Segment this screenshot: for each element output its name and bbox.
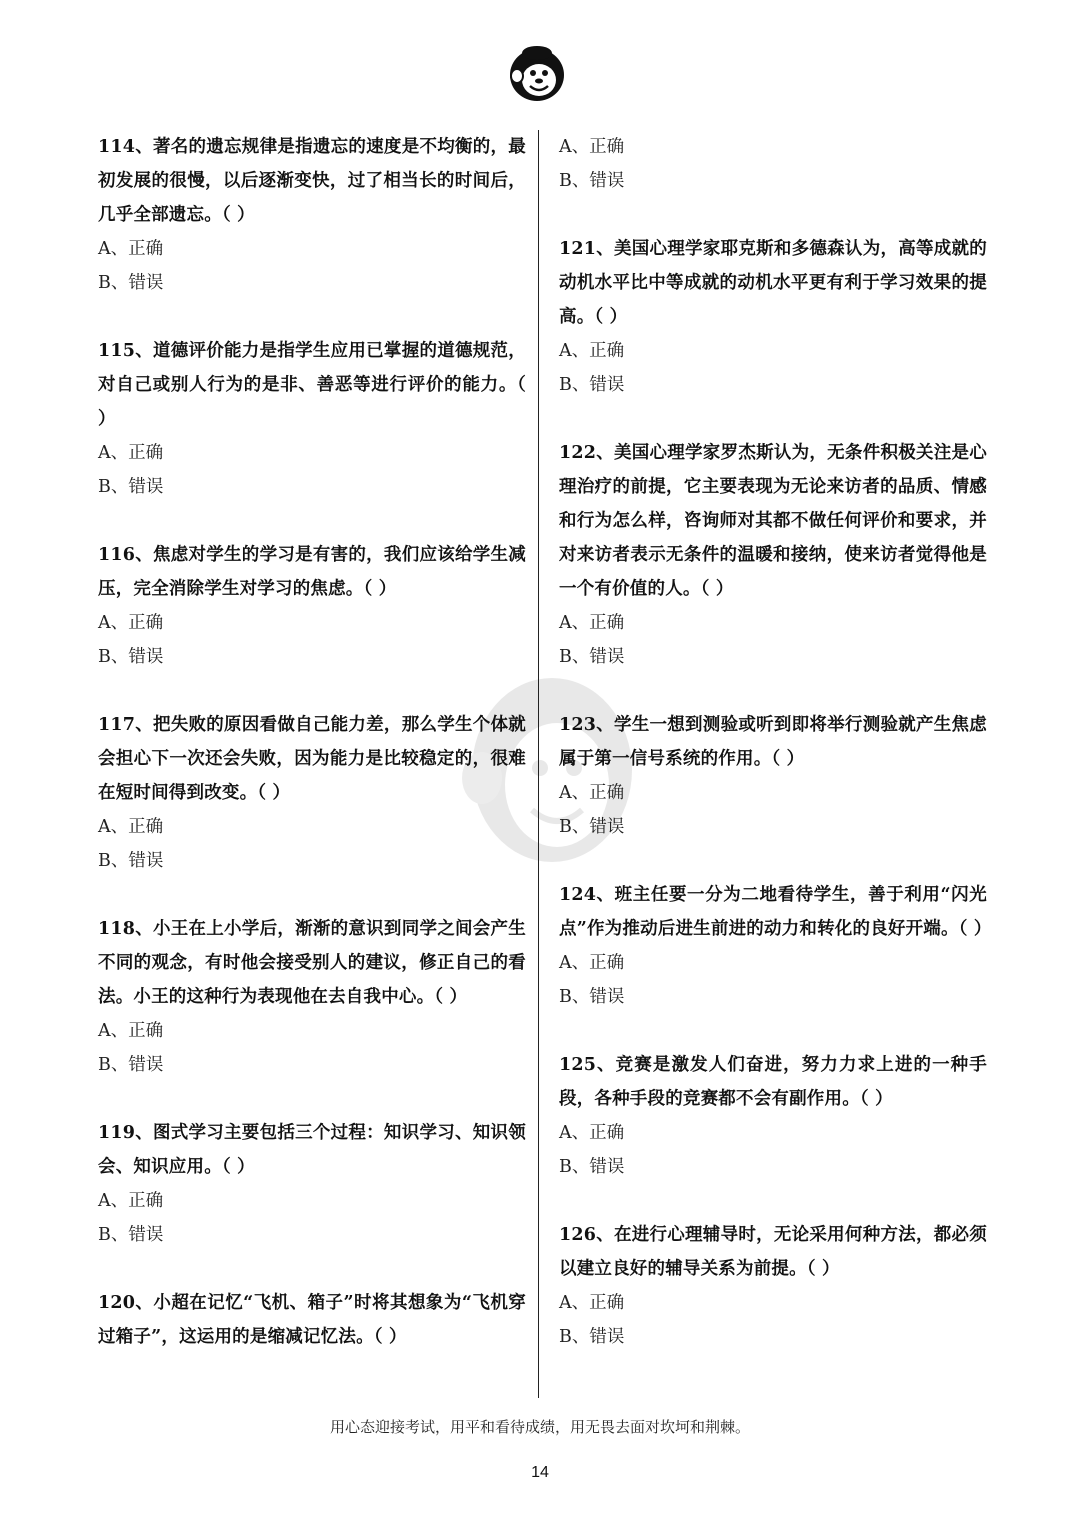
option-b: B、错误 (98, 851, 164, 871)
footer-motto: 用心态迎接考试，用平和看待成绩，用无畏去面对坎坷和荆棘。 (329, 1418, 750, 1436)
question-text: 124、班主任要一分为二地看待学生，善于利用“闪光点”作为推动后进生前进的动力和转化的良好开端。（ ） (559, 885, 992, 939)
option-b: B、错误 (98, 1225, 164, 1245)
option-a: A、正确 (559, 1123, 625, 1143)
option-a: A、正确 (559, 783, 625, 803)
option-b: B、错误 (98, 273, 164, 293)
question-text: 117、把失败的原因看做自己能力差，那么学生个体就会担心下一次还会失败，因为能力是比较稳定的，很难在短时间得到改变。（ ） (98, 715, 526, 803)
question-text: 125、竞赛是激发人们奋进，努力力求上进的一种手段，各种手段的竞赛都不会有副作用。（ ） (559, 1055, 987, 1109)
question-114 (98, 130, 526, 300)
option-a: A、正确 (98, 817, 164, 837)
question-text: 116、焦虑对学生的学习是有害的，我们应该给学生减压，完全消除学生对学习的焦虑。（ ） (98, 545, 526, 599)
right-column (559, 130, 992, 1354)
question-120 (98, 1286, 526, 1354)
option-b: B、错误 (559, 987, 625, 1007)
option-a: A、正确 (98, 443, 164, 463)
option-b: B、错误 (559, 171, 625, 191)
question-125 (559, 1048, 987, 1184)
option-a: A、正确 (98, 1021, 164, 1041)
question-116 (98, 538, 526, 674)
question-text: 114、著名的遗忘规律是指遗忘的速度是不均衡的，最初发展的很慢，以后逐渐变快，过了相当长的时间后，几乎全部遗忘。（ ） (98, 137, 526, 225)
option-b: B、错误 (559, 1157, 625, 1177)
column-divider (538, 130, 539, 1398)
question-text: 119、图式学习主要包括三个过程：知识学习、知识领会、知识应用。（ ） (98, 1123, 526, 1177)
question-123 (559, 708, 987, 844)
page-number: 14 (531, 1464, 549, 1481)
question-122 (559, 436, 987, 674)
option-a: A、正确 (559, 613, 625, 633)
option-b: B、错误 (98, 647, 164, 667)
question-119 (98, 1116, 526, 1252)
question-text: 121、美国心理学家耶克斯和多德森认为，高等成就的动机水平比中等成就的动机水平更有利于学习效果的提高。（ ） (559, 239, 987, 327)
question-120-options (559, 130, 987, 198)
monkey-logo-icon (506, 42, 568, 104)
option-a: A、正确 (98, 239, 164, 259)
question-126 (559, 1218, 987, 1354)
question-121 (559, 232, 987, 402)
option-a: A、正确 (559, 953, 625, 973)
question-117 (98, 708, 526, 878)
option-a: A、正确 (98, 1191, 164, 1211)
option-b: B、错误 (559, 375, 625, 395)
question-text: 120、小超在记忆“飞机、箱子”时将其想象为“飞机穿过箱子”，这运用的是缩减记忆法。（ ） (98, 1293, 526, 1347)
question-118 (98, 912, 526, 1082)
left-column (98, 130, 526, 1354)
option-a: A、正确 (559, 341, 625, 361)
option-b: B、错误 (98, 1055, 164, 1075)
question-text: 115、道德评价能力是指学生应用已掌握的道德规范，对自己或别人行为的是非、善恶等进行评价的能力。（ ） (98, 341, 526, 429)
question-115 (98, 334, 526, 504)
option-b: B、错误 (98, 477, 164, 497)
question-text: 122、美国心理学家罗杰斯认为，无条件积极关注是心理治疗的前提，它主要表现为无论来访者的品质、情感和行为怎么样，咨询师对其都不做任何评价和要求，并对来访者表示无条件的温暖和接纳，使来访者觉得他是一个有价值的人。（ ） (559, 443, 987, 599)
option-b: B、错误 (559, 1327, 625, 1347)
question-text: 118、小王在上小学后，渐渐的意识到同学之间会产生不同的观念，有时他会接受别人的建议，修正自己的看法。小王的这种行为表现他在去自我中心。（ ） (98, 919, 526, 1007)
question-text: 126、在进行心理辅导时，无论采用何种方法，都必须以建立良好的辅导关系为前提。（ ） (559, 1225, 987, 1279)
question-124 (559, 878, 992, 1014)
option-a: A、正确 (559, 137, 625, 157)
option-a: A、正确 (98, 613, 164, 633)
option-b: B、错误 (559, 817, 625, 837)
question-text: 123、学生一想到测验或听到即将举行测验就产生焦虑属于第一信号系统的作用。（ ） (559, 715, 987, 769)
option-b: B、错误 (559, 647, 625, 667)
option-a: A、正确 (559, 1293, 625, 1313)
